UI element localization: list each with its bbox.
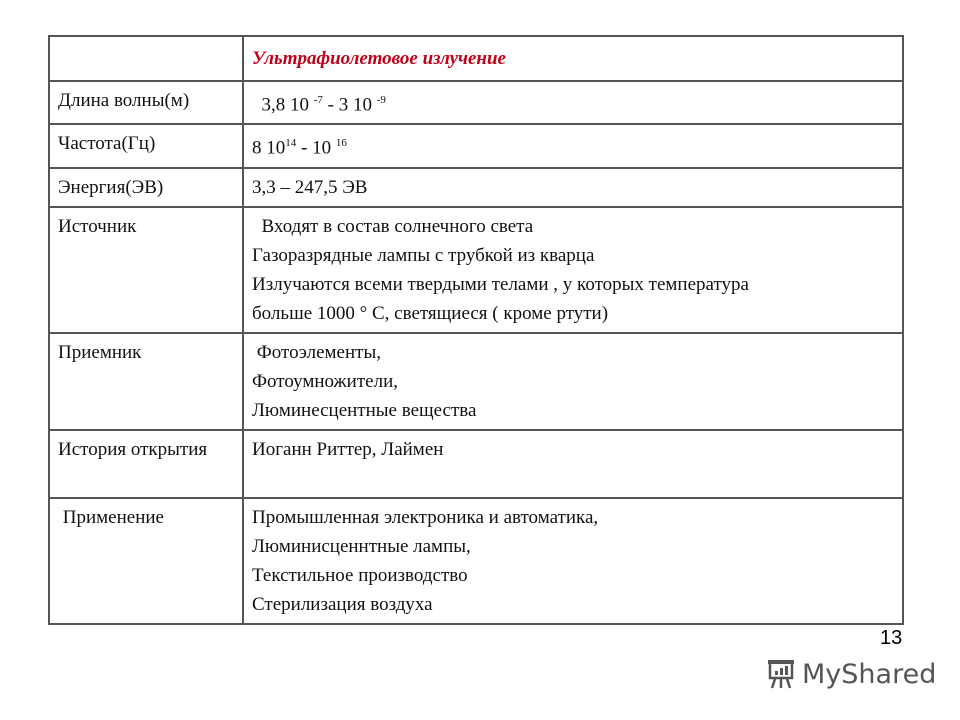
row-value <box>243 498 903 624</box>
properties-table <box>48 35 904 625</box>
line: Текстильное производство <box>252 564 468 586</box>
table-row <box>49 333 903 430</box>
line: Фотоэлементы, <box>256 341 381 363</box>
row-label: Частота(Гц) <box>49 124 243 167</box>
row-label: Источник <box>49 207 243 333</box>
line: Люминесцентные вещества <box>252 399 477 421</box>
separator: - <box>296 137 313 159</box>
table-row <box>49 168 903 207</box>
row-value <box>243 81 903 124</box>
value-part: 3 10 <box>338 94 372 116</box>
table-row <box>49 81 903 124</box>
label-text: Применение <box>62 506 164 528</box>
value-part: 8 10 <box>252 137 286 159</box>
page-number: 13 <box>880 627 903 649</box>
line: Люминисценнтные лампы, <box>252 535 471 557</box>
row-label: Энергия(ЭВ) <box>49 168 243 207</box>
line: Газоразрядные лампы с трубкой из кварца <box>252 244 595 266</box>
line: Входят в состав солнечного света <box>261 215 534 237</box>
row-value <box>243 207 903 333</box>
line: Фотоумножители, <box>252 370 398 392</box>
myshared-logo <box>766 658 936 690</box>
table-row <box>49 124 903 167</box>
empty-header-cell <box>49 36 243 81</box>
line: больше 1000 ° С, светящиеся ( кроме ртути) <box>252 302 609 324</box>
exponent: 14 <box>285 137 297 150</box>
table-row <box>49 207 903 333</box>
row-label: История открытия <box>49 430 243 498</box>
table-row <box>49 430 903 498</box>
line: Стерилизация воздуха <box>252 593 433 615</box>
row-value <box>243 124 903 167</box>
table-row <box>49 498 903 624</box>
exponent: -7 <box>313 94 323 106</box>
logo-text: MyShared <box>802 658 937 690</box>
row-value <box>243 333 903 430</box>
separator: - <box>322 94 339 116</box>
line: Промышленная электроника и автоматика, <box>252 506 599 528</box>
row-label <box>49 498 243 624</box>
presentation-board-icon <box>766 658 796 690</box>
row-value: Иоганн Риттер, Лаймен <box>243 430 903 498</box>
row-label: Приемник <box>49 333 243 430</box>
line: Излучаются всеми твердыми телами , у которых температура <box>252 273 749 295</box>
value-part: 10 <box>312 137 332 159</box>
exponent: -9 <box>376 94 386 106</box>
row-label: Длина волны(м) <box>49 81 243 124</box>
exponent: 16 <box>335 137 347 150</box>
row-value: 3,3 – 247,5 ЭВ <box>243 168 903 207</box>
value-part: 3,8 10 <box>261 94 309 116</box>
table-title: Ультрафиолетовое излучение <box>243 36 903 81</box>
